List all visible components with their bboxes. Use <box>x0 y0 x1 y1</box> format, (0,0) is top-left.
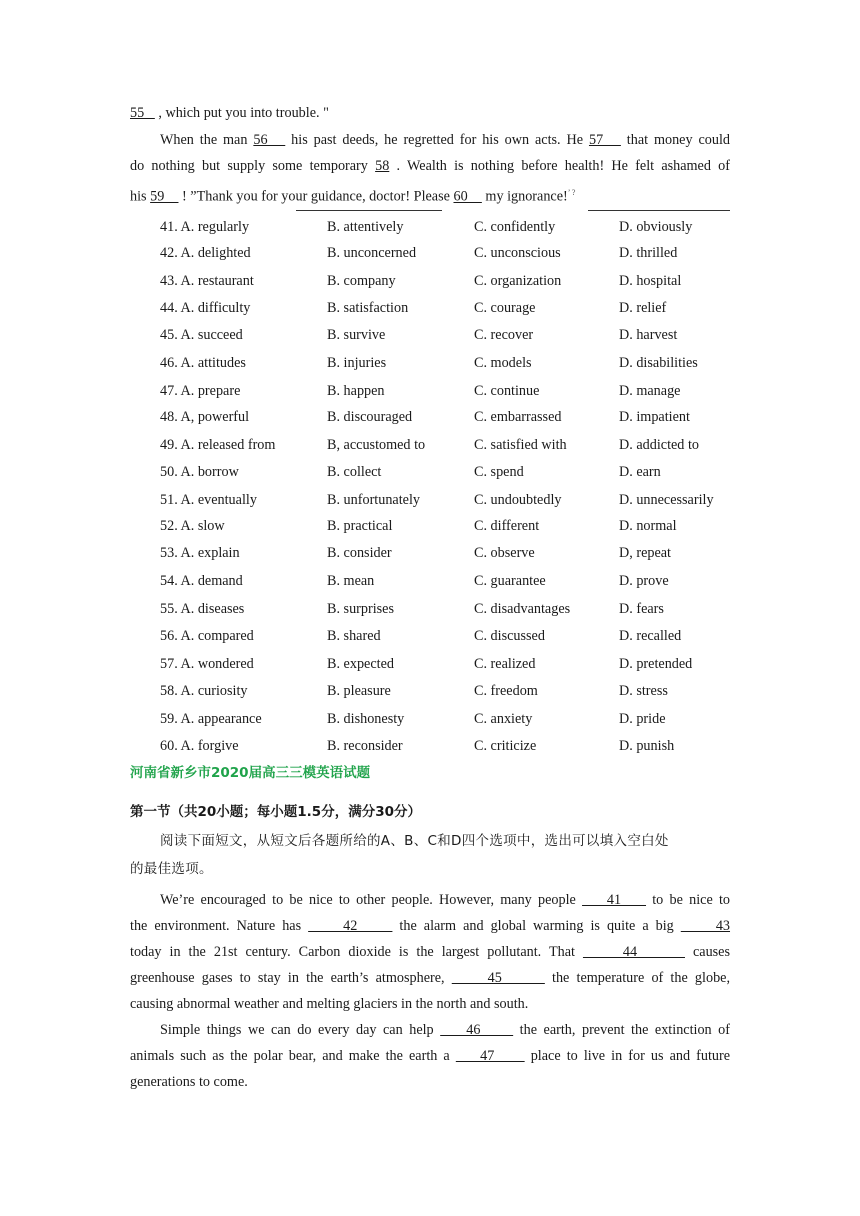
table-rule-left <box>296 210 442 211</box>
option-d: D. addicted to <box>619 437 699 453</box>
option-c: C. models <box>474 355 532 371</box>
text: the earth, prevent the extinction of <box>513 1022 730 1038</box>
option-a: 58. A. curiosity <box>160 683 248 699</box>
blank-57: 57 <box>588 132 621 148</box>
text: causing abnormal weather and melting glaciers in the north and south. <box>130 996 529 1012</box>
option-b: B. dishonesty <box>327 711 405 727</box>
option-a: 46. A. attitudes <box>160 355 246 371</box>
option-a: 41. A. regularly <box>160 219 250 235</box>
blank-59: 59 <box>150 188 179 205</box>
section-heading: 第一节（共20小题；每小题1.5分，满分30分） <box>130 804 421 820</box>
option-d: D. unnecessarily <box>619 492 714 508</box>
option-b: B. company <box>327 273 396 289</box>
passage2-line-5 <box>130 995 730 1013</box>
passage2-line-2 <box>130 917 730 935</box>
option-c: C. spend <box>474 464 524 480</box>
option-c: C. undoubtedly <box>474 492 562 508</box>
text: his <box>130 188 151 205</box>
passage2-line-1 <box>160 891 730 909</box>
blank-43: 43 <box>680 918 731 934</box>
option-a: 54. A. demand <box>160 573 243 589</box>
text: place to live in for us and future <box>524 1048 730 1064</box>
passage2-line-8 <box>130 1073 730 1091</box>
option-a: 51. A. eventually <box>160 492 257 508</box>
option-b: B. consider <box>327 545 392 561</box>
option-a: 56. A. compared <box>160 628 254 644</box>
passage2-line-3 <box>130 943 730 961</box>
passage1-line-3 <box>130 157 730 175</box>
text: . Wealth is nothing before health! He felt ashamed of <box>389 158 730 174</box>
blank-56: 56 <box>253 132 286 148</box>
option-a: 53. A. explain <box>160 545 240 561</box>
blank-44: 44 <box>582 944 685 960</box>
option-c: C. freedom <box>474 683 538 699</box>
blank-41: 41 <box>582 892 647 908</box>
blank-47: 47 <box>455 1048 525 1064</box>
text: causes <box>684 944 730 960</box>
blank-42: 42 <box>308 918 393 934</box>
option-d: D. pride <box>619 711 666 727</box>
option-c: C. disadvantages <box>474 601 571 617</box>
option-a: 55. A. diseases <box>160 601 245 617</box>
option-b: B. collect <box>327 464 382 480</box>
option-c: C. discussed <box>474 628 545 644</box>
option-b: B. injuries <box>327 355 387 371</box>
option-a: 59. A. appearance <box>160 711 262 727</box>
text: do nothing but supply some temporary <box>130 158 376 174</box>
option-b: B. expected <box>327 656 394 672</box>
blank-46: 46 <box>440 1022 514 1038</box>
table-rule-right <box>588 210 730 211</box>
option-a: 43. A. restaurant <box>160 273 254 289</box>
option-c: C. satisfied with <box>474 437 567 453</box>
text: that money could <box>620 132 730 148</box>
stray-mark: ’ ? <box>567 188 576 197</box>
option-c: C. observe <box>474 545 535 561</box>
option-a: 45. A. succeed <box>160 327 243 343</box>
blank-60: 60 <box>453 188 482 205</box>
instructions-line-2: 的最佳选项。 <box>130 861 213 877</box>
text: generations to come. <box>130 1074 248 1090</box>
passage1-line-4 <box>130 184 730 206</box>
option-c: C. unconscious <box>474 245 561 261</box>
text: ! ”Thank you for your guidance, doctor! Please <box>178 188 454 205</box>
text: animals such as the polar bear, and make the earth a <box>130 1048 456 1064</box>
option-a: 48. A, powerful <box>160 409 250 425</box>
passage1-line-1 <box>130 104 730 122</box>
exam-heading: 河南省新乡市2020届高三三模英语试题 <box>130 765 371 781</box>
text: my ignorance! <box>481 188 568 205</box>
option-b: B. unconcerned <box>327 245 417 261</box>
option-b: B. surprises <box>327 601 394 617</box>
option-a: 47. A. prepare <box>160 383 241 399</box>
option-c: C. realized <box>474 656 536 672</box>
text: the environment. Nature has <box>130 918 309 934</box>
option-a: 57. A. wondered <box>160 656 254 672</box>
option-c: C. different <box>474 518 540 534</box>
option-b: B. shared <box>327 628 381 644</box>
option-d: D. harvest <box>619 327 678 343</box>
option-d: D. fears <box>619 601 664 617</box>
option-d: D. pretended <box>619 656 693 672</box>
option-a: 50. A. borrow <box>160 464 239 480</box>
option-b: B. happen <box>327 383 385 399</box>
blank-58: 58 <box>375 158 390 174</box>
text: Simple things we can do every day can help <box>160 1022 441 1038</box>
option-b: B. practical <box>327 518 393 534</box>
option-b: B. unfortunately <box>327 492 420 508</box>
text: to be nice to <box>646 892 730 908</box>
option-c: C. organization <box>474 273 562 289</box>
blank-45: 45 <box>451 970 545 986</box>
option-c: C. courage <box>474 300 536 316</box>
option-d: D, repeat <box>619 545 671 561</box>
option-b: B. survive <box>327 327 386 343</box>
text: the temperature of the globe, <box>544 970 731 986</box>
option-d: D. disabilities <box>619 355 698 371</box>
blank-55: 55 <box>130 105 155 121</box>
instructions-line-1: 阅读下面短文，从短文后各题所给的A、B、C和D四个选项中，选出可以填入空白处 <box>160 833 669 849</box>
option-d: D. recalled <box>619 628 682 644</box>
option-a: 60. A. forgive <box>160 738 239 754</box>
option-a: 42. A. delighted <box>160 245 251 261</box>
option-d: D. stress <box>619 683 668 699</box>
option-d: D. thrilled <box>619 245 678 261</box>
option-c: C. criticize <box>474 738 537 754</box>
option-c: C. guarantee <box>474 573 546 589</box>
option-d: D. earn <box>619 464 661 480</box>
option-b: B. pleasure <box>327 683 391 699</box>
option-d: D. prove <box>619 573 669 589</box>
option-a: 49. A. released from <box>160 437 276 453</box>
option-b: B. satisfaction <box>327 300 409 316</box>
option-c: C. continue <box>474 383 540 399</box>
option-c: C. anxiety <box>474 711 533 727</box>
option-a: 44. A. difficulty <box>160 300 251 316</box>
passage1-line-2 <box>160 131 730 149</box>
option-b: B. reconsider <box>327 738 403 754</box>
option-c: C. recover <box>474 327 534 343</box>
option-b: B, accustomed to <box>327 437 426 453</box>
option-d: D. punish <box>619 738 675 754</box>
passage2-line-6 <box>160 1021 730 1039</box>
option-d: D. manage <box>619 383 681 399</box>
text: , which put you into trouble. " <box>154 105 329 121</box>
option-b: B. discouraged <box>327 409 413 425</box>
option-c: C. embarrassed <box>474 409 562 425</box>
option-d: D. normal <box>619 518 677 534</box>
option-d: D. impatient <box>619 409 690 425</box>
option-d: D. obviously <box>619 219 693 235</box>
option-a: 52. A. slow <box>160 518 225 534</box>
text: We’re encouraged to be nice to other people. However, many people <box>160 892 583 908</box>
passage2-line-7 <box>130 1047 730 1065</box>
option-c: C. confidently <box>474 219 556 235</box>
text: greenhouse gases to stay in the earth’s atmosphere, <box>130 970 452 986</box>
option-d: D. relief <box>619 300 667 316</box>
option-b: B. attentively <box>327 219 404 235</box>
text: today in the 21st century. Carbon dioxide is the largest pollutant. That <box>130 944 583 960</box>
passage2-line-4 <box>130 969 730 987</box>
text: his past deeds, he regretted for his own acts. He <box>285 132 589 148</box>
option-d: D. hospital <box>619 273 682 289</box>
text: the alarm and global warming is quite a big <box>392 918 681 934</box>
text: When the man <box>160 132 254 148</box>
option-b: B. mean <box>327 573 375 589</box>
